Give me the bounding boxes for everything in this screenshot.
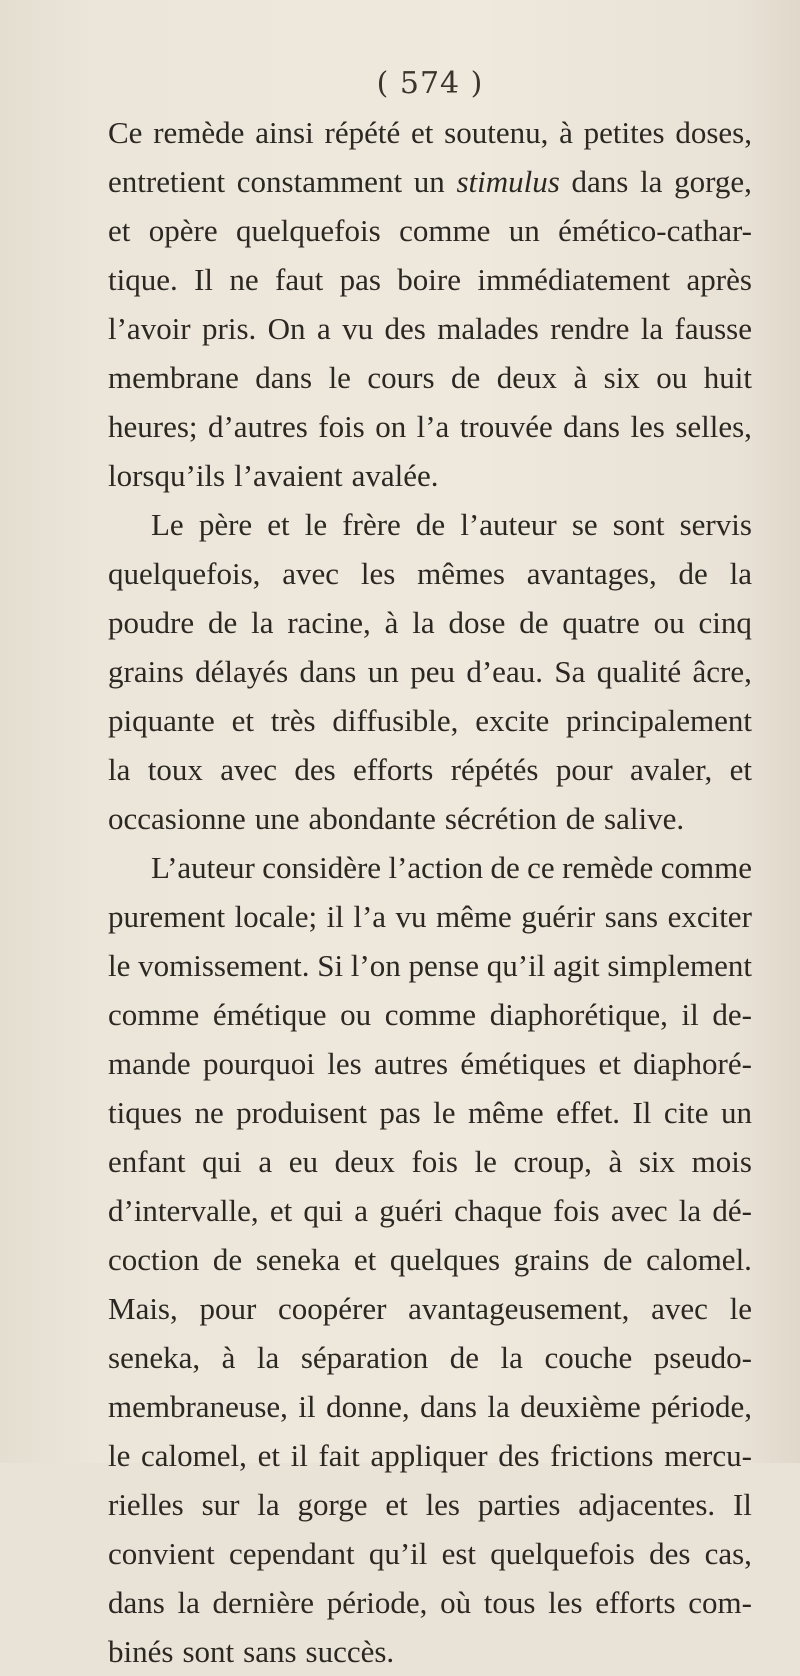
page-number: ( 574 ) xyxy=(376,66,484,101)
text-line: grains délayés dans un peu d’eau. Sa qualité âcre, xyxy=(108,654,752,689)
text-line: membraneuse, il donne, dans la deuxième période, xyxy=(108,1389,752,1424)
text-line: Ce remède ainsi répété et soutenu, à petites doses, xyxy=(108,115,752,150)
text-line: Le père et le frère de l’auteur se sont servis xyxy=(151,507,752,542)
text-line: poudre de la racine, à la dose de quatre ou cinq xyxy=(108,605,752,640)
text-line: L’auteur considère l’action de ce remède comme xyxy=(151,850,752,885)
text-line: tiques ne produisent pas le même effet. Il cite un xyxy=(108,1095,752,1130)
text-line: rielles sur la gorge et les parties adjacentes. Il xyxy=(108,1487,752,1522)
text-line: tique. Il ne faut pas boire immédiatement après xyxy=(108,262,752,297)
text-line: la toux avec des efforts répétés pour avaler, et xyxy=(108,752,752,787)
text-line: piquante et très diffusible, excite principalement xyxy=(108,703,752,738)
text-line: le calomel, et il fait appliquer des frictions mercu- xyxy=(108,1438,752,1473)
text-line: l’avoir pris. On a vu des malades rendre la fausse xyxy=(108,311,752,346)
text-line: entretient constamment un stimulus dans la gorge, xyxy=(108,164,752,199)
text-line: Mais, pour coopérer avantageusement, avec le xyxy=(108,1291,752,1326)
text-line: binés sont sans succès. xyxy=(108,1634,395,1669)
text-line: coction de seneka et quelques grains de calomel. xyxy=(108,1242,752,1277)
text-line: dans la dernière période, où tous les efforts com- xyxy=(108,1585,752,1620)
body-text xyxy=(108,108,752,1676)
text-line: comme émétique ou comme diaphorétique, il de- xyxy=(108,997,752,1032)
text-line: quelquefois, avec les mêmes avantages, de la xyxy=(108,556,752,591)
text-line: le vomissement. Si l’on pense qu’il agit simplement xyxy=(108,948,752,983)
text-line: mande pourquoi les autres émétiques et diaphoré- xyxy=(108,1046,752,1081)
text-line: d’intervalle, et qui a guéri chaque fois avec la dé- xyxy=(108,1193,752,1228)
text-line: seneka, à la séparation de la couche pseudo- xyxy=(108,1340,752,1375)
text-line: et opère quelquefois comme un émético-cathar- xyxy=(108,213,752,248)
text-line: occasionne une abondante sécrétion de salive. xyxy=(108,801,685,836)
text-line: membrane dans le cours de deux à six ou huit xyxy=(108,360,752,395)
text-line: enfant qui a eu deux fois le croup, à six mois xyxy=(108,1144,752,1179)
text-line: heures; d’autres fois on l’a trouvée dans les selles, xyxy=(108,409,752,444)
text-line: convient cependant qu’il est quelquefois des cas, xyxy=(108,1536,752,1571)
text-line: lorsqu’ils l’avaient avalée. xyxy=(108,458,439,493)
text-line: purement locale; il l’a vu même guérir sans exciter xyxy=(108,899,752,934)
